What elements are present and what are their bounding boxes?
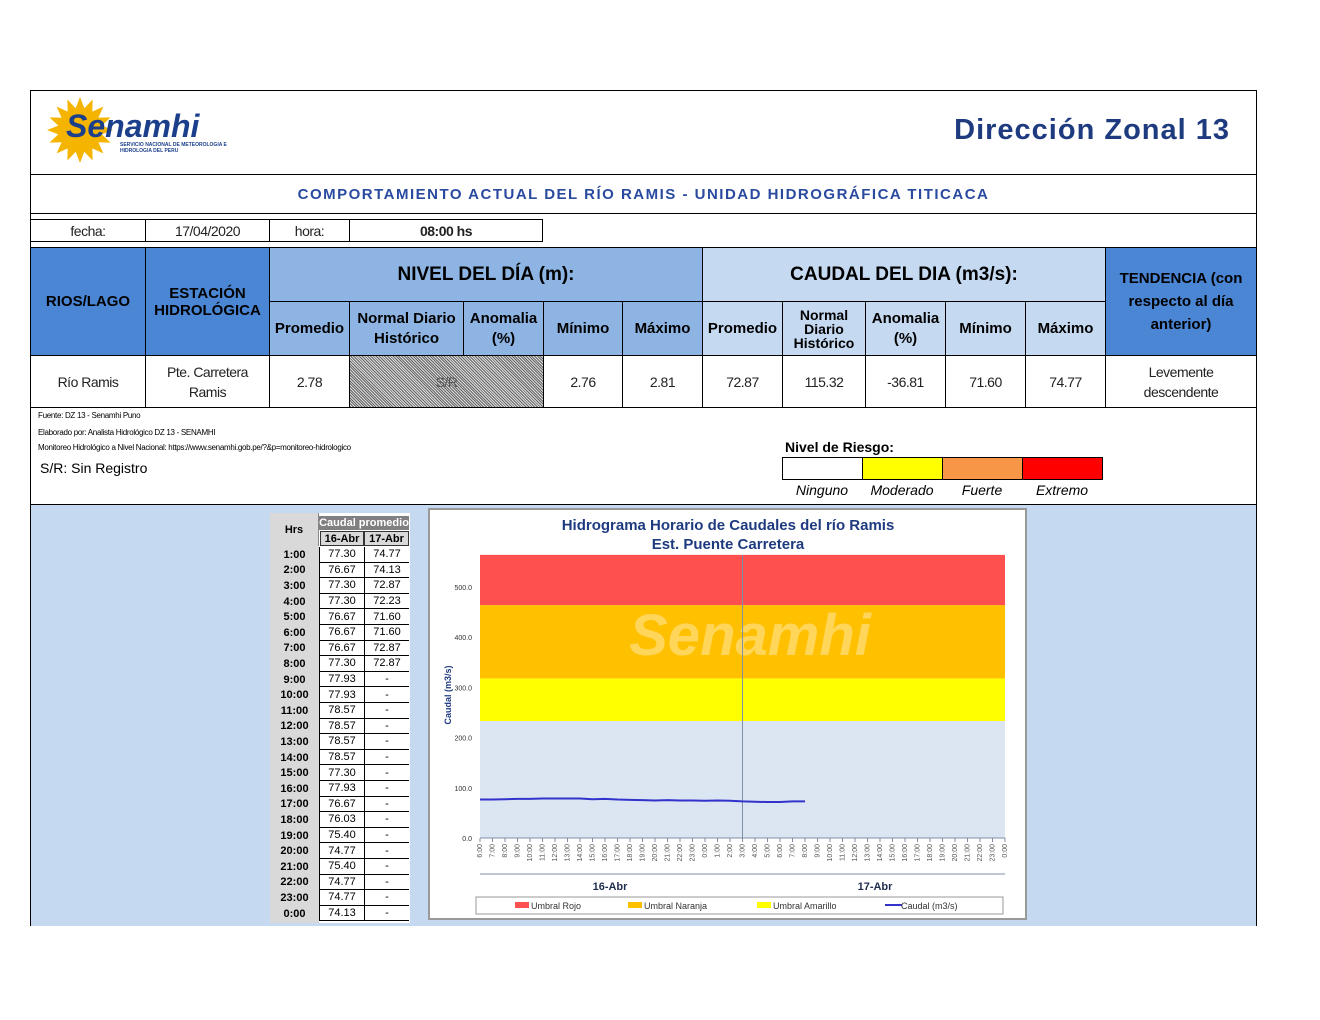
cell-rio: Río Ramis	[30, 355, 146, 408]
hour-cell: 7:00	[283, 642, 306, 655]
riesgo-label: Moderado	[870, 482, 934, 498]
x-tick-label: 0:00	[1002, 844, 1009, 858]
x-tick-label: 8:00	[802, 844, 809, 858]
hour-cell: 15:00	[280, 767, 309, 780]
cell-c_prom: 72.87	[702, 355, 783, 408]
subheader-promedio-caudal: Promedio	[702, 301, 783, 356]
zone-title: Dirección Zonal 13	[954, 114, 1230, 146]
x-tick-label: 16:00	[602, 844, 609, 862]
hour-cell: 21:00	[280, 860, 309, 873]
report-title: COMPORTAMIENTO ACTUAL DEL RÍO RAMIS - UNIDAD HIDROGRÁFICA TITICACA	[297, 185, 990, 203]
hour-cell: 6:00	[283, 626, 306, 639]
day1-value: 74.77	[319, 843, 364, 859]
group-label: 16-Abr	[592, 881, 628, 893]
legend-label: Umbral Rojo	[531, 901, 582, 911]
hour-cell: 23:00	[280, 891, 309, 904]
day2-value: -	[364, 797, 409, 813]
x-tick-label: 15:00	[889, 844, 897, 862]
cell-estacion: Pte. Carretera Ramis	[145, 355, 270, 408]
day1-value: 77.30	[319, 578, 364, 594]
x-tick-label: 18:00	[927, 844, 934, 862]
hour-cell: 4:00	[283, 595, 306, 608]
day1-value: 77.30	[319, 594, 364, 610]
day1-value: 78.57	[319, 734, 364, 750]
hour-cell: 10:00	[280, 689, 309, 702]
day2-value: -	[364, 906, 409, 922]
hour-cell: 22:00	[280, 876, 309, 889]
group-caudal: CAUDAL DEL DIA (m3/s):	[702, 247, 1106, 302]
x-tick-label: 22:00	[977, 844, 984, 862]
hour-cell: 9:00	[283, 673, 306, 686]
note-sr: S/R: Sin Registro	[40, 460, 148, 476]
day1-value: 77.93	[319, 672, 364, 688]
watermark: Senamhi	[629, 603, 871, 668]
hour-cell: 17:00	[280, 798, 309, 811]
x-tick-label: 11:00	[539, 844, 547, 861]
legend-swatch	[515, 902, 529, 908]
day1-value: 76.67	[319, 625, 364, 641]
senamhi-logo: Senamhi SERVICIO NACIONAL DE METEOROLOGIA E HIDROLOGIA DEL PERU	[40, 96, 240, 164]
x-tick-label: 9:00	[514, 844, 522, 858]
group-label: 17-Abr	[857, 881, 893, 893]
day1-value: 78.57	[319, 719, 364, 735]
subheader-minimo-nivel: Mínimo	[543, 301, 623, 356]
x-tick-label: 5:00	[764, 844, 772, 858]
hour-cell: 20:00	[280, 845, 309, 858]
day1-value: 77.93	[319, 687, 364, 703]
day1-value: 78.57	[319, 703, 364, 719]
caudal-header: Caudal promedio	[319, 517, 409, 529]
day2-value: -	[364, 750, 409, 766]
day2-value: 72.23	[364, 594, 409, 610]
day2-value: -	[364, 828, 409, 844]
riesgo-label: Ninguno	[795, 482, 849, 498]
x-tick-label: 14:00	[877, 844, 884, 862]
hour-cell: 5:00	[283, 611, 306, 624]
x-tick-label: 1:00	[714, 844, 722, 858]
y-tick-label: 500.0	[454, 585, 472, 592]
x-tick-label: 21:00	[664, 844, 672, 862]
day1-value: 76.67	[319, 563, 364, 579]
legend-swatch	[757, 902, 771, 908]
legend-label: Umbral Amarillo	[773, 901, 837, 911]
chart-subtitle: Est. Puente Carretera	[651, 535, 805, 553]
day2-value: -	[364, 672, 409, 688]
y-tick-label: 0.0	[462, 836, 472, 843]
hour-cell: 12:00	[280, 720, 309, 733]
subheader-normal-caudal: Normal Diario Histórico	[782, 301, 866, 356]
hour-cell: 13:00	[280, 735, 309, 748]
subheader-maximo-caudal: Máximo	[1025, 301, 1106, 356]
cell-n_prom: 2.78	[269, 355, 350, 408]
hour-cell: 1:00	[283, 548, 306, 561]
y-tick-label: 200.0	[454, 735, 472, 743]
x-tick-label: 20:00	[952, 844, 959, 862]
col-estacion: ESTACIÓN HIDROLÓGICA	[145, 247, 270, 356]
day1-value: 75.40	[319, 828, 364, 844]
day1-value: 74.13	[319, 906, 364, 922]
legend-label: Caudal (m3/s)	[901, 901, 958, 911]
note-elaborado: Elaborado por: Analista Hidrológico DZ 13 - SENAMHI	[38, 428, 216, 437]
x-tick-label: 7:00	[489, 844, 497, 858]
fecha-value: 17/04/2020	[145, 219, 270, 242]
x-tick-label: 19:00	[939, 844, 947, 862]
x-tick-label: 21:00	[964, 844, 972, 862]
cell-c_max: 74.77	[1025, 355, 1106, 408]
note-monitoreo[interactable]: Monitoreo Hidrológico a Nivel Nacional: https://www.senamhi.gob.pe/?&p=monitoreo-hidrologico	[38, 443, 351, 452]
subheader-anomalia-caudal: Anomalia (%)	[865, 301, 946, 356]
x-tick-label: 10:00	[527, 844, 534, 862]
subheader-maximo-nivel: Máximo	[622, 301, 703, 356]
day1-value: 77.30	[319, 547, 364, 563]
hour-cell: 3:00	[283, 579, 306, 592]
y-tick-label: 400.0	[454, 635, 472, 643]
day2-value: -	[364, 734, 409, 750]
day2-value: -	[364, 843, 409, 859]
x-tick-label: 13:00	[864, 844, 872, 862]
x-tick-label: 12:00	[852, 844, 859, 862]
day1-value: 77.30	[319, 656, 364, 672]
day1-value: 76.03	[319, 812, 364, 828]
day2-header: 17-Abr	[364, 531, 409, 546]
day2-value: -	[364, 875, 409, 891]
group-nivel: NIVEL DEL DÍA (m):	[269, 247, 703, 302]
day2-value: 72.87	[364, 578, 409, 594]
col-rios: RIOS/LAGO	[30, 247, 146, 356]
day2-value: -	[364, 890, 409, 906]
x-tick-label: 17:00	[614, 844, 622, 862]
day1-value: 76.67	[319, 609, 364, 625]
x-tick-label: 6:00	[477, 844, 484, 858]
hour-cell: 0:00	[283, 907, 306, 920]
x-tick-label: 13:00	[564, 844, 572, 862]
x-tick-label: 8:00	[502, 844, 509, 858]
hour-cell: 8:00	[283, 657, 306, 670]
subheader-promedio-nivel: Promedio	[269, 301, 350, 356]
x-tick-label: 14:00	[577, 844, 584, 862]
hour-cell: 2:00	[283, 564, 306, 577]
hour-cell: 14:00	[280, 751, 309, 764]
x-tick-label: 4:00	[752, 844, 759, 858]
note-fuente: Fuente: DZ 13 - Senamhi Puno	[38, 411, 141, 420]
day1-value: 74.77	[319, 890, 364, 906]
x-tick-label: 10:00	[827, 844, 834, 862]
day2-value: -	[364, 703, 409, 719]
day2-value: -	[364, 859, 409, 875]
x-tick-label: 9:00	[814, 844, 822, 858]
day1-header: 16-Abr	[320, 531, 364, 546]
day1-value: 76.67	[319, 641, 364, 657]
x-tick-label: 11:00	[839, 844, 847, 861]
day2-value: -	[364, 781, 409, 797]
day2-value: 71.60	[364, 625, 409, 641]
subheader-minimo-caudal: Mínimo	[945, 301, 1026, 356]
subheader-normal-nivel: Normal Diario Histórico	[349, 301, 464, 356]
day2-value: -	[364, 812, 409, 828]
day1-value: 78.57	[319, 750, 364, 766]
day1-value: 74.77	[319, 875, 364, 891]
x-tick-label: 12:00	[552, 844, 559, 862]
day1-value: 75.40	[319, 859, 364, 875]
x-tick-label: 23:00	[989, 844, 997, 862]
col-tendencia: TENDENCIA (con respecto al día anterior)	[1105, 247, 1257, 356]
cell-c_anom: -36.81	[865, 355, 946, 408]
x-tick-label: 20:00	[652, 844, 659, 862]
legend-label: Umbral Naranja	[644, 901, 708, 911]
y-tick-label: 300.0	[454, 685, 472, 693]
riesgo-title: Nivel de Riesgo:	[785, 439, 894, 455]
hour-cell: 11:00	[280, 704, 309, 717]
cell-n_normal: S/R	[349, 355, 544, 408]
x-tick-label: 16:00	[902, 844, 909, 862]
x-tick-label: 22:00	[677, 844, 684, 862]
cell-n_max: 2.81	[622, 355, 703, 408]
x-tick-label: 7:00	[789, 844, 797, 858]
x-tick-label: 3:00	[739, 844, 747, 858]
x-tick-label: 18:00	[627, 844, 634, 862]
hour-cell: 19:00	[280, 829, 309, 842]
hour-cell: 18:00	[280, 813, 309, 826]
day2-value: 74.13	[364, 563, 409, 579]
day2-value: 74.77	[364, 547, 409, 563]
hrs-header: Hrs	[270, 513, 319, 546]
cell-c_normal: 115.32	[782, 355, 866, 408]
day2-value: 72.87	[364, 641, 409, 657]
day2-value: -	[364, 765, 409, 781]
legend-swatch	[628, 902, 642, 908]
cell-tendencia: Levemente descendente	[1105, 355, 1257, 408]
x-tick-label: 2:00	[727, 844, 734, 858]
day1-value: 76.67	[319, 797, 364, 813]
x-tick-label: 15:00	[589, 844, 597, 862]
hora-value: 08:00 hs	[349, 219, 543, 242]
day2-value: -	[364, 687, 409, 703]
riesgo-label: Extremo	[1035, 482, 1089, 498]
riesgo-label: Fuerte	[961, 482, 1003, 498]
hour-cell: 16:00	[280, 782, 309, 795]
x-tick-label: 17:00	[914, 844, 922, 862]
cell-c_min: 71.60	[945, 355, 1026, 408]
x-tick-label: 19:00	[639, 844, 647, 862]
day1-value: 77.30	[319, 765, 364, 781]
cell-n_min: 2.76	[543, 355, 623, 408]
chart-title: Hidrograma Horario de Caudales del río Ramis	[561, 516, 895, 534]
x-tick-label: 23:00	[689, 844, 697, 862]
x-tick-label: 6:00	[777, 844, 784, 858]
y-tick-label: 100.0	[454, 785, 472, 793]
fecha-label: fecha:	[30, 219, 146, 242]
subheader-anomalia-nivel: Anomalia (%)	[463, 301, 544, 356]
y-axis-label: Caudal (m3/s)	[443, 665, 453, 725]
x-tick-label: 0:00	[702, 844, 709, 858]
hora-label: hora:	[269, 219, 350, 242]
day2-value: 71.60	[364, 609, 409, 625]
day2-value: 72.87	[364, 656, 409, 672]
day2-value: -	[364, 719, 409, 735]
day1-value: 77.93	[319, 781, 364, 797]
